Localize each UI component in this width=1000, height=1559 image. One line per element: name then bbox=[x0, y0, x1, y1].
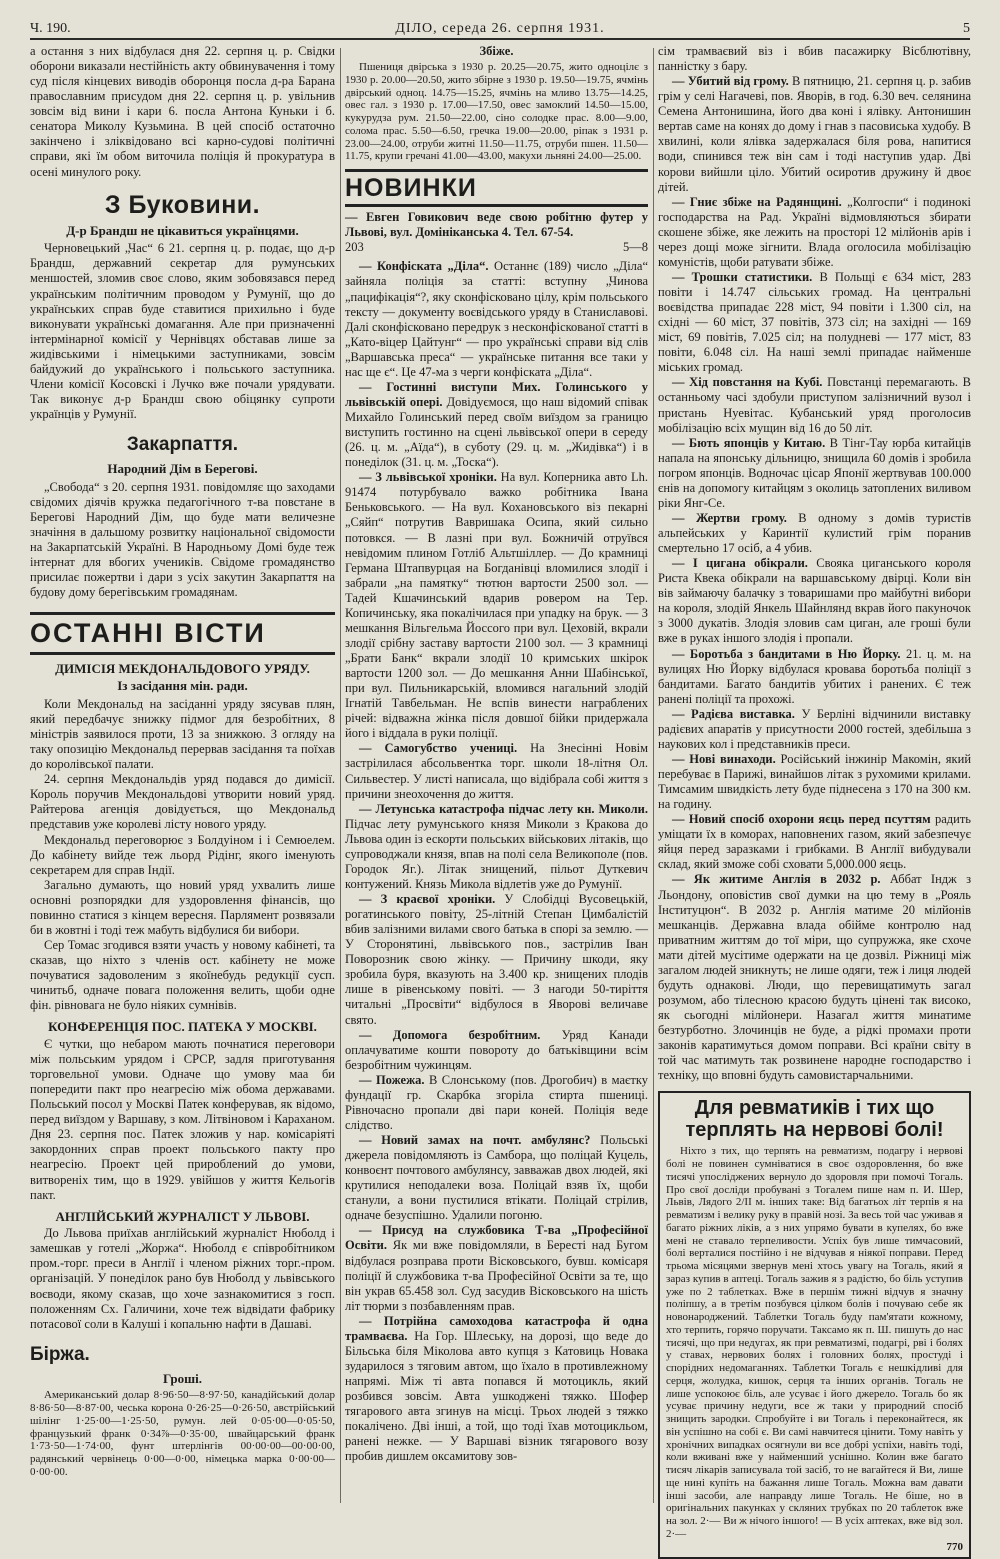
news-lead: — З краєвої хроніки. bbox=[359, 892, 496, 906]
togal-advertisement bbox=[658, 1091, 971, 1559]
dismissal-paragraph-1: Коли Мекдональд на засіданні уряду зясував плян, який передбачує знижку підмог для безробітних, 8 міністрів заявилося проти, 13 за знижкою. З огляду на таку опозицію Мекдональд перервав засідання та поїхав до королівської палати. bbox=[30, 696, 335, 772]
news-item bbox=[345, 1314, 648, 1465]
news-item bbox=[658, 74, 971, 195]
news-lead: — Допомога безробітним. bbox=[359, 1027, 541, 1042]
news-text: На Гор. Шлеську, на дорозі, що веде до Більська біля Міколова авто купця з Катовиць Новака зударилося з тяговим автом, що їхало в противлежному напрямі. Між ті авта попався й мотоцикль, який розбився зовсім. Авта ушкоджені тяжко. Шофер тягарового авта згинув на місці. Трьох людей з тяжко покалічено. Дві інші, а той, що тоді їхав мотоцикльом, ранені нежке. — У Варшаві візник тягарового возу пробив дишлем оксамитову зов- bbox=[345, 1328, 649, 1464]
news-text: Свояка циганського короля Риста Квека обікрали на варшавському двірці. Коли він вів займаючу балачку з товаришами про майбутні вибори на короля, злодій Янкель Шайнлянд вкрав його пакуночок з 3000 дукатів. Злодія зловив сам циган, але гроші були вже в руках іншого злодія і пропали. bbox=[658, 556, 972, 646]
masthead-date: ДІЛО, середа 26. серпня 1931. bbox=[395, 21, 605, 36]
column-3 bbox=[658, 44, 972, 1553]
patek-conference-article: Є чутки, що небаром мають почнатися переговори між польським урядом і СРСР, задля приготування торговельної умови. Одначе що умову маа би попередити пакт про неагресію між обома державами. Польський посол у Москві Патек конферував, як відомо, перед виїздом у Варшаву, з ком. Літвіновом і Караханом. Дня 23. серпня пос. Патек зложив у нар. комісаріяті закордонних справ проект польського пакту про неагресію. Проект цей прироблений до умови, витвореніх тим, що в 1929. увійшов у життя Кельогів пакт. bbox=[30, 1036, 335, 1202]
news-lead: — Бють японців у Китаю. bbox=[672, 435, 826, 450]
news-item bbox=[345, 380, 648, 470]
news-text: 21. ц. м. на вулицях Ню Йорку відбулася кровава боротьба поліції з бандитами. Багато бандитів убитих і ранених. Є теж ранені поліції та прохожі. bbox=[658, 646, 971, 706]
news-text: „Колгоспи“ і подинокі господарства на Рад. Україні відмовляються збирати скошене збіже, яке лежить на просторі 12 мілйонів арів і через дощі може зігнити. Влада оголосила мобілізацію комуністів, щоби ратувати збіже. bbox=[658, 194, 971, 269]
news-text: В Слонському (пов. Дрогобич) в маєтку фундації гр. Скарбка згоріла стирта пшениці. Рівночасно пропали дві пари коней. Поліція веде слідство. bbox=[345, 1072, 648, 1132]
news-lead: — Як житиме Англія в 2032 р. bbox=[672, 872, 881, 887]
news-lead: — Пожежа. bbox=[359, 1072, 425, 1087]
zakarpattia-heading: Закарпаття. bbox=[126, 434, 239, 456]
news-text: Російський інжинір Макомін, який перебуває в Парижі, винайшов літак з рухомими крилами. Тимсамим швидкість лету буде піднесена з 170 на 300 км. на годину. bbox=[658, 751, 972, 812]
advertisement-body: Ніхто з тих, що терпять на ревматизм, подагру і нервові болі не повинен сумніватися в своє оздоровлення, бо вже тисячі упосліджених вернуло до здоровля при помочі Тогаль. Про свої досліди пробувані з Тогалем пише нам п. И. Шер, Львів, Лядого 2/II м. інших таке: Від багатьох літ терпів я на ревматизм і велику руку в правій нозі. За весь той час уживав я багато ріжних ліків, а з них упрямо бувати в купелях, бо вже мені не ставало терпеливости. Успіх був лише тимчасовий, болі верталися постійно і не відчував я ніякої поправи. Перед трьома місяцями звернув мені хтось увагу на Тогаль, який я зараз купив в аптеці. Тогаль зажив я з радістю, бо біль уступив уже по 2 таблетках. Вже в першім тижні відчув я значну поліпшу, а в третім позбувся цілком болів і почуваю себе як новонароджений. Таблетки Тогаль буду пам'ятати кожному, хто терпить, горячо поручати. Таксамо як п. Ш. пишуть до нас тисячі, що при недугах, як при ревматизмі, подагрі, рві і болях у ставах, нервових болях і головних болях, простуді і спорідних недомаганнях. Таблетки Тогаль є нешкідливі для серця, жолудка, кишок, серця та інших органів. Тогаль не лише успокоює біль, але усуває і його джерело. Тогаль бо як усуває причину недуги, все ж таки у природний спосіб знищить зародки. Спробуйте і ви Тогаль і переконайтеся, як він успішно на собі є. Ви самі навчитеся цінити. Тому навіть у хронічних випадках осягнули ви все добрі успіхи, навіть тоді, коли вживані вже у найменший уснішно. Колин вже багато тисяч лікарів записувала той засіб, то не вагайтеся й Ви, лише ще нині купіть на бажання лише Тогаль. Можна вам давати інші засоби, але направду лише Тогаль. Не біше, но в оригінальних пакунках у скляних трубках по 20 таблеток вже на зол. 2·— Ви ж нічого іншого! — В усіх аптеках, вже від зол. 2·— bbox=[666, 1145, 963, 1540]
news-lead: — Хід повстання на Кубі. bbox=[672, 375, 823, 390]
news-item bbox=[658, 375, 971, 435]
dismissal-paragraph-4: Загально думають, що новий уряд ухвалить лише основні розпорядки для уздоровлення фінансів, що повинно статися з кінцем вересня. Парлямент розвязали би в жовтні і тоді теж мабуть відбулися би вибори. bbox=[30, 877, 335, 937]
news-lead: — З львівської хроніки. bbox=[359, 470, 497, 485]
news-text: Останнє (189) число „Діла“ зайняла поліція за статті: вступну „Чинова „пацифікація“?, яку сконфісковано цілу, крім польського тексту — документу воєвідського уряду в Станиславові. Далі сконфісковано передрук з несконфіскованої статті в „Като-віцер Цайтунг“ — про українські справи від слів „Варшавська преса“ — українське питання все таки у нас ще є“. Це 47-ма з черги конфіската „Діла“. bbox=[345, 259, 649, 379]
advertisement-fur: — Евген Говикович веде свою робітню футер у Львові, вул. Домініканська 4. Тел. 67-54. bbox=[345, 210, 648, 240]
advertisement-codes bbox=[345, 240, 648, 255]
news-lead: — Радієва виставка. bbox=[672, 706, 795, 721]
news-item bbox=[345, 1133, 648, 1223]
dismissal-paragraph-2: 24. серпня Мекдональдів уряд подався до димісії. Король поручив Мекдональдові утворити новий уряд. Райтерова агенція довідується, що Мекдональд представив уже королеві лісту нового уряду. bbox=[30, 772, 335, 832]
news-text: В одному з домів туристів альпейських у Каринтії кулистий грім поранив смертельно 17 осіб, а 4 убив. bbox=[658, 510, 972, 556]
column-divider-1 bbox=[340, 48, 341, 1503]
bukovyna-heading: З Буковини. bbox=[104, 190, 261, 219]
news-text: Як ми вже повідомляли, в Бересті над Бугом відбулася розправа проти Вісковського, бувш. комісаря поліції й службовика т-ва Професійної Освіти за те, що він украв 65.458 зол. Суд засудив Вісковського на шість літ тюрми з позбавленням прав. bbox=[345, 1238, 649, 1313]
news-lead: — І цигана обікрали. bbox=[672, 556, 808, 571]
news-text: У Берліні відчинили виставку радієвих апаратів у присутности 2000 гостей, здебільша з наукових кол і представників преси. bbox=[658, 706, 972, 751]
bukovyna-subheading: Д-р Брандш не цікавиться українцями. bbox=[66, 222, 299, 238]
news-item bbox=[658, 752, 971, 812]
zakarpattia-article: „Свобода“ з 20. серпня 1931. повідомляє що заходами свідомих діячів кружка педагогічного т-ва повстане в Берегові Народний Дім, що буде мати величезне значіння в дальшому розвитку національної свідомости на Закарпатській Україні. В Народньому Домі буде теж інтернат для вбогих учеників. Свідоме громадянство присилає пожертви і дари з усіх закутин Закарпаття на будову дому берегівським громадянам. bbox=[30, 479, 335, 600]
news-lead: — Новий замах на почт. амбулянс? bbox=[359, 1133, 591, 1147]
grain-prices: Пшениця двірська з 1930 р. 20.25—20.75, жито одноцілє з 1930 р. 20.00—20.50, жито збірне з 1930 р. 19.50—19.75, ячмінь двірський одноц. 14.75—15.25, ячмінь на мливо 13.75—14.25, овес гал. з 1930 р. 17.00—17.50, овес замоклий 14.50—15.00, кукурудза рум. 21.50—22.00, сіно солодке прас. 8.00—9.00, солома прас. 5.50—6.50, гречка 19.00—20.00, ріпак з 1931 р. 23.00—24.00, отруби житні 11.50—11.75, отруби пшен. 11.50—11.75, крупи гречані 41.00—43.00, макухи льняні 24.00—25.00. bbox=[345, 61, 648, 163]
dismissal-paragraph-5: Сер Томас згодився взяти участь у новому кабінеті, та сказав, що ніхто з членів ост. кабінету не може почуватися задоволеним з якоїнебудь редукції сусп. чинитьб, одначе повага положення велить, щоби одне фін. рівновага не було ніяких сумнівів. bbox=[30, 937, 335, 1013]
news-lead: — Присуд на службовика Т-ва „Професійної Освіти. bbox=[345, 1223, 648, 1253]
news-text: В Польщі є 634 міст, 283 повіти і 14.747 сільських громад. На центральні воєвідства припадає 228 міст, 94 повіти і 1.300 сіл, на східні — 60 міст, 37 повітів, 373 сіл; на західні — 169 міст, 69 повітів, 7.025 сіл; на полудневі — 177 міст, 83 повіти, 6.048 сіл. На нашi землі припадає найменше міських громад. bbox=[658, 269, 971, 375]
news-text: На Знесінні Новім застрілилася абсольвентка торг. школи 18-літня Ол. Сильвестер. У листі написала, що відібрала собі життя з причини знеохочення до життя. bbox=[345, 741, 648, 801]
news-lead: — Потрійна самоходова катастрофа й одна трамваєва. bbox=[345, 1313, 648, 1343]
news-item bbox=[658, 556, 971, 646]
news-lead: — Нові винаходи. bbox=[672, 751, 776, 766]
dismissal-paragraph-3: Мекдональд переговорює з Болдуіном і і Семюелем. До кабінету вийде теж льорд Рідінг, якого іменують секретарем для справ Індії. bbox=[30, 832, 335, 877]
news-heading: НОВИНКИ bbox=[345, 169, 648, 207]
news-text: На вул. Коперника авто Lh. 91474 потурбувало важко робітника Івана Беньковського. — На вул. Кохановського віз пекарні „Сяйп“ потрутив Вавришака Осипа, який сильно потовкся. — В лазні при вул. Божничій отруївся невідомим плином Готліб Альтшіллер. — До крамниці Германа Штапвурцая на Богданівці вломилися злодії і забрали „на памятку“ тютюн вартости 2500 зол. — Тадей Кшачинський вдарив ровером на Тер. Копичинську, яка покалічилася при упадку на брук. — З мешкання Вільгельма Йоссого при вул. Цеховій, вкрали злодії срібну заставу вартости 2100 зол. — З крамниці „Брати Банк“ вкрали злодії 10 кримських шкірок вартости 1200 зол. — До мешкання Анни Шабінської, при вул. Пильникарській, вломився нагальний злодій Ігнатій Тавбельман. Не вспів винести награблених річей: відважна жінка після довшої бійки придержала його і віддала в руки поліції. bbox=[345, 470, 648, 741]
news-item bbox=[345, 1223, 648, 1313]
news-item bbox=[658, 707, 971, 752]
news-lead: — Гниє збіже на Радянщині. bbox=[672, 194, 842, 209]
news-item bbox=[658, 511, 971, 556]
news-text: радить уміщати їх в коморах, наповнених газом, який забезпечує яйця перед заразками і грибками. В Англії вибудували склад, який зможе собі сховати 5,000.000 яєць. bbox=[658, 812, 972, 872]
ad-code-right: 5—8 bbox=[623, 240, 648, 255]
news-text: У Слобідці Вусовецькій, рогатинського повіту, 25-літній Степан Цимбалістій вбив залізними вилами свого батька в спорі за землю. — У Сторонятині, львівського пов., застрілив Іван Поворозник свою жінку. — Причину шкоди, яку зробила буря, вказують на 3.400 кр. знищених плодів лише в рівенському повіті. — З нагоди 50-тиріття читальні „Просвіти“ відбулося в Яворові величаве свято. bbox=[345, 892, 648, 1027]
patek-conference-heading: КОНФЕРЕНЦІЯ ПОС. ПАТЕКА У МОСКВІ. bbox=[48, 1019, 317, 1035]
news-item bbox=[345, 1073, 648, 1133]
news-lead: — Убитий від грому. bbox=[672, 74, 789, 89]
zakarpattia-subheading: Народний Дім в Береговi. bbox=[107, 460, 258, 476]
news-item bbox=[345, 1028, 648, 1073]
news-text: Повстанці перемагають. В останньому часі здобули приступом залізничний вузол і пристань Нуевітас. Кубанський уряд проголосив мобілізацію всіх мущин від 16 до 50 літ. bbox=[658, 375, 971, 435]
money-rates: Американський долар 8·96·50—8·97·50, канадійський долар 8·86·50—8·87·00, чеська корона 0·26·25—0·26·50, австрійський шілінг 1·25·00—1·25·50, румун. лей 0·05·00—0·05·50, французький франк 0·34⅞—0·35·00, швайцарський франк 1·73·50—1·74·00, фунт штерлінгів 00·00·00—00·00·00, радянський червінець 0·00—0·00, німецька марка 0·00·00—0·00·00. bbox=[30, 1389, 335, 1478]
news-item bbox=[658, 872, 971, 1083]
news-lead: — Летунська катастрофа підчас лету кн. Миколи. bbox=[359, 801, 648, 816]
news-text: В Тінг-Тау юрба китайців напала на японську дільницю, знищила 60 домів і зробила погром японців. Водночас цісар Японії жертвував 100.000 єнів на допомогу китайцям з околиць затоплених виливом ріки Янг-Се. bbox=[658, 435, 972, 510]
news-item bbox=[345, 470, 648, 741]
news-lead: — Новий спосіб охорони яєць перед псуттям bbox=[672, 812, 931, 827]
journalist-heading: АНГЛІЙСЬКИЙ ЖУРНАЛІСТ У ЛЬВОВІ. bbox=[55, 1208, 310, 1224]
news-item bbox=[345, 892, 648, 1028]
news-lead: — Гостинні виступи Мих. Голинського у львівській опері. bbox=[345, 379, 648, 409]
page-header bbox=[30, 8, 970, 40]
column-2 bbox=[345, 44, 648, 1506]
continued-text: сім трамваєвий віз і вбив пасажирку Вісблютівну, панністку з бару. bbox=[658, 44, 971, 74]
column-divider-2 bbox=[653, 48, 654, 1503]
advertisement-code: 770 bbox=[946, 1540, 963, 1553]
news-item bbox=[345, 802, 648, 892]
page-number: 5 bbox=[963, 21, 970, 36]
news-lead: — Конфіската „Діла“. bbox=[359, 259, 489, 274]
news-item bbox=[345, 259, 648, 380]
column-1 bbox=[30, 44, 335, 1506]
news-lead: — Жертви грому. bbox=[672, 510, 787, 525]
news-text: Польські джерела повідомляють із Самбора, що поліцай Куцель, конвоєнт почтового амбулянсу, завважав двох людей, які крутилися неподалеки воза. Поліцай взяв їх, щоби станули, а вони пустилися втікати. Поліцай стрілив, одначе безуспішно. Удалили погоню. bbox=[345, 1133, 648, 1223]
news-text: Підчас лету румунського князя Миколи з Кракова до Львова один із ескорти польських військових літаків, що супроводжали князя, впав на полі села Великополе (пов. Городок Яг.). Літак знищений, пільот Дуткевич контужений. Князь Микола відлетів уже до Румунії. bbox=[345, 816, 648, 891]
news-lead: — Самогубство учениці. bbox=[359, 741, 518, 756]
grain-heading: Збіже. bbox=[479, 44, 514, 58]
news-item bbox=[658, 270, 971, 375]
news-text: Аббат Індж з Льондону, оповістив свої думки на цю тему в „Рояль Інституцюн“. В 2032 р. Англія матиме 20 мілйонів мешканців. Державна влада обіймe контролю над приватним життям до тої міри, що супружжа, яке схоче мати дітей мусітиме одержати на це дозвіл. Ріжниці між загалом людей зникнуть; не лише одяги, теж і лиця людей будуть однакові. Люди, що перевищатимуть загал розумом, або тілесною красою будуть цінені так високо, як сьогодні мілйонери. Назагал життя минатиме безтурботно. Злочинців не буде, а рідкі промахи проти законів каратимуться домом поправи. Всі країни світу в той час матимуть так розвинене народне господарство і технiку, що вповні будуть самовистарчальними. bbox=[658, 872, 972, 1083]
news-item bbox=[658, 436, 971, 511]
journalist-article: До Львова приїхав англійський журналіст Нюболд і замешкав у готелі „Жоржа“. Нюболд є співробітником пром.-торг. преси в Англії і членом ріжних торг.-пром. організацій. У понеділок рано був Нюболд у львівського воєводи, якому сказав, що хоче зазнакомитися з госп. положенням Сх. Галичини, хоче теж відвідати фабрику потасової соли в Калуші і копальню нафти в Дашаві. bbox=[30, 1226, 335, 1331]
dismissal-heading: ДИМІСІЯ МЕКДОНАЛЬДОВОГО УРЯДУ. bbox=[55, 660, 310, 676]
news-item bbox=[658, 647, 971, 707]
exchange-heading: Біржа. bbox=[30, 1343, 90, 1365]
news-item bbox=[658, 195, 971, 270]
news-item bbox=[345, 741, 648, 801]
bukovyna-article: Черновецький „Час“ 6 21. серпня ц. р. подає, що д-р Брандш, державний секретар для румунських меншостей, зломив своє слово, яким зобовязався перед українським політичним проводом у Румунії, що до українських справ буде ставитися прихильно і буде виконувати українські домагання. Але при призначенні інтермінарної комісії у Чернівцях обставав лише за жидівськими і німецькими заступниками, зовсім байдужий до українського і польського заступника. Члени комісії Косовскі і Лучко вже почали урядувати. Так виконує д-р Брандш свою обіцянку супроти українців у Румунії. bbox=[30, 241, 335, 422]
news-lead: — Боротьба з бандитами в Ню Йорку. bbox=[672, 646, 901, 661]
intro-paragraph: а остання з них відбулася дня 22. серпня ц. р. Свідки оборони виказали нестійність акту обвинувачення і тому суд після кінцевих виводів оборонця посла д-ра Барана православним присудом дня 22. серпня ц. р. увільнив зовсім від вини і кари 6. посла Антона Куньки і б. сенатора Миколу Кузьмина. В цей спосіб остаточно закінчено і зліквідовано всі карно-судові політичні справи, які їм обом виточила поліція й прокуратура в осені минулого року. bbox=[30, 44, 335, 179]
news-text: Уряд Канади оплачуватиме кошти повороту до батьківщини всім безробітним чужинцям. bbox=[345, 1027, 649, 1072]
issue-number: Ч. 190. bbox=[30, 21, 71, 36]
news-text: В пятницю, 21. серпня ц. р. забив грім у селі Нагачеві, пов. Яворів, в год. 6.30 веч. селянина Семена Антонишина, його два коні і ялівку. Антонишин вертав саме на конях до дому і гнав з пасовиська худобу. В хвилині, коли ялівка задержалася біля рова, напитися води, спинився теж він сам і тоді наступив удар. Дві корови вийшли ціло. Убитий осиротив дружину й двоє дітей. bbox=[658, 74, 971, 194]
dismissal-subheading: Із засідання мін. ради. bbox=[117, 678, 248, 694]
news-lead: — Трошки статистики. bbox=[672, 269, 813, 284]
news-text: Довідуємося, що наш відомий співак Михайло Голинський перед своїм виїздом за границю виступить гостинно на сцені львівської опери в середу (26. ц. м. „Аїда“), в суботу (29. ц. м. „Жидівка“) і в понеділок (31. ц. м. „Тоска“). bbox=[345, 394, 648, 470]
advertisement-title: Для ревматиків і тих що терплять на нервові болі! bbox=[685, 1097, 944, 1142]
ad-code-left: 203 bbox=[345, 240, 364, 255]
latest-news-heading: ОСТАННІ ВІСТИ bbox=[30, 612, 335, 655]
news-item bbox=[658, 812, 971, 872]
money-subheading: Гроші. bbox=[162, 1370, 203, 1386]
